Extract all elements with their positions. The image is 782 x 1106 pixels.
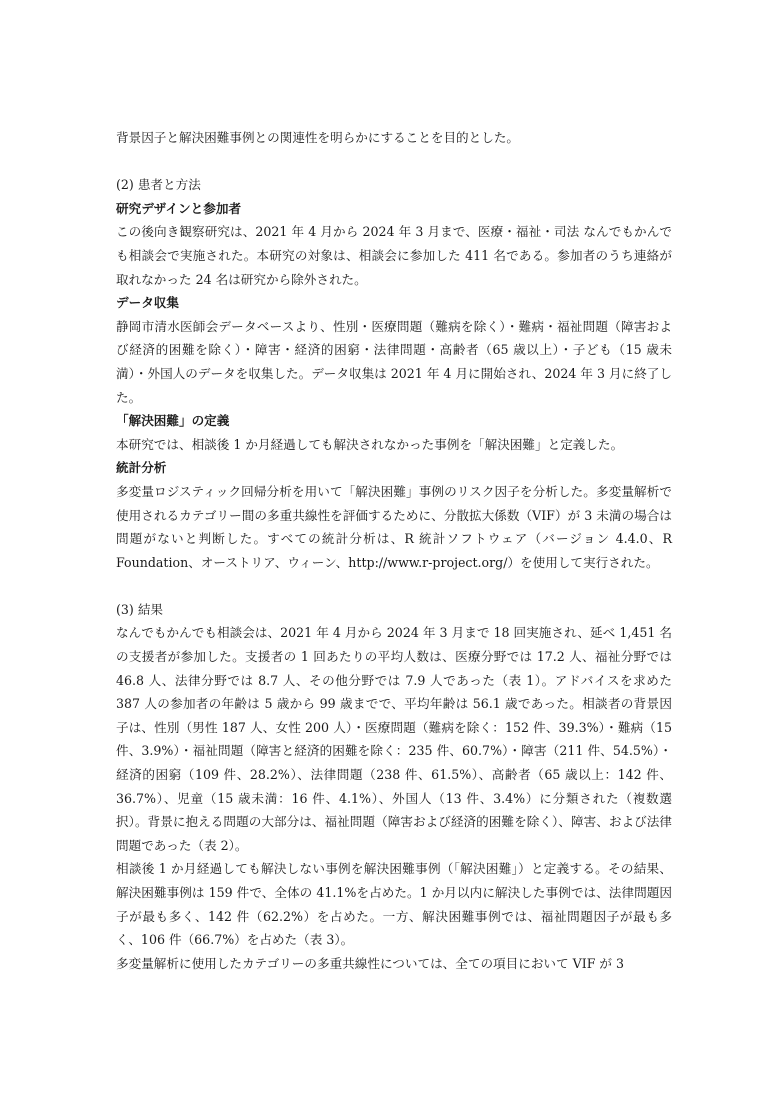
document-page	[116, 126, 672, 975]
statistics-heading: 統計分析	[116, 460, 167, 476]
section-2-title: (2) 患者と方法	[116, 177, 201, 193]
statistics-paragraph: 多変量ロジスティック回帰分析を用いて「解決困難」事例のリスク因子を分析した。多変量解析で使用されるカテゴリー間の多重共線性を評価するために、分散拡大係数（VIF）が 3 未満の場合は問題がないと判断した。すべての統計分析は、R 統計ソフトウェア（バージョン 4.4.0、R Foundation、オーストリア、ウィーン、http://www.r-project.org/）を使用して実行された。	[116, 483, 672, 570]
design-paragraph: この後向き観察研究は、2021 年 4 月から 2024 年 3 月まで、医療・福祉・司法 なんでもかんでも相談会で実施された。本研究の対象は、相談会に参加した 411 名である。参加者のうち連絡が取れなかった 24 名は研究から除外された。	[116, 224, 672, 287]
design-heading: 研究デザインと参加者	[116, 200, 242, 216]
definition-paragraph: 本研究では、相談後 1 か月経過しても解決されなかった事例を「解決困難」と定義した。	[116, 436, 624, 452]
results-paragraph-1: なんでもかんでも相談会は、2021 年 4 月から 2024 年 3 月まで 18 回実施され、延べ 1,451 名の支援者が参加した。支援者の 1 回あたりの平均人数は、医療分野では 17.2 人、福祉分野では 46.8 人、法律分野では 8.7 人、その他分野では 7.9 人であった（表 1）。アドバイスを求めた 387 人の参加者の年齢は 5 歳から 99 歳までで、平均年齢は 56.1 歳であった。相談者の背景因子は、性別（男性 187 人、女性 200 人）・医療問題（難病を除く：152 件、39.3%）・難病（15 件、3.9%）・福祉問題（障害と経済的困難を除く：235 件、60.7%）・障害（211 件、54.5%）・経済的困窮（109 件、28.2%）、法律問題（238 件、61.5%）、高齢者（65 歳以上：142 件、36.7%）、児童（15 歳未満：16 件、4.1%）、外国人（13 件、3.4%）に分類された（複数選択）。背景に抱える問題の大部分は、福祉問題（障害および経済的困難を除く）、障害、および法律問題であった（表 2）。	[116, 625, 672, 853]
results-paragraph-3: 多変量解析に使用したカテゴリーの多重共線性については、全ての項目において VIF が 3	[116, 955, 625, 971]
results-paragraph-2: 相談後 1 か月経過しても解決しない事例を解決困難事例（「解決困難」）と定義する。その結果、解決困難事例は 159 件で、全体の 41.1%を占めた。1 か月以内に解決した事例では、法律問題因子が最も多く、142 件（62.2%）を占めた。一方、解決困難事例では、福祉問題因子が最も多く、106 件（66.7%）を占めた（表 3）。	[116, 861, 672, 948]
definition-heading: 「解決困難」の定義	[116, 413, 230, 429]
intro-paragraph: 背景因子と解決困難事例との関連性を明らかにすることを目的とした。	[116, 130, 519, 145]
section-3-title: (3) 結果	[116, 601, 164, 617]
data-collection-heading: データ収集	[116, 295, 179, 311]
data-collection-paragraph: 静岡市清水医師会データベースより、性別・医療問題（難病を除く）・難病・福祉問題（障害および経済的困難を除く）・障害・経済的困窮・法律問題・高齢者（65 歳以上）・子ども（15 歳未満）・外国人のデータを収集した。データ収集は 2021 年 4 月に開始され、2024 年 3 月に終了した。	[116, 318, 672, 405]
